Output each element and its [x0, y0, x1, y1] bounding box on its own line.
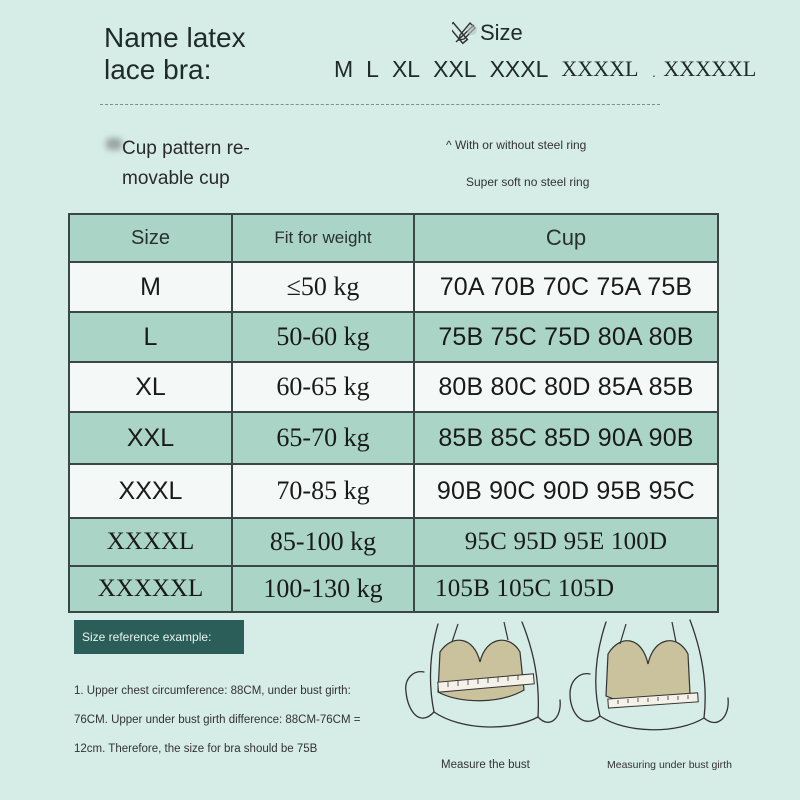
size-option: M — [334, 56, 354, 82]
row-weight: 85-100 kg — [231, 517, 415, 567]
table-row — [68, 261, 719, 311]
row-weight: 60-65 kg — [231, 361, 415, 413]
size-option: L — [366, 56, 379, 82]
table-row — [68, 463, 719, 517]
size-option: XXL — [433, 56, 477, 82]
blurred-mark — [106, 138, 122, 150]
measure-underbust-illustration — [566, 612, 736, 757]
row-cups: 85B 85C 85D 90A 90B — [413, 411, 719, 465]
size-reference-badge: Size reference example: — [74, 620, 244, 654]
row-size: XL — [68, 361, 233, 413]
row-size: XXL — [68, 411, 233, 465]
row-size: XXXXL — [68, 517, 233, 567]
table-row — [68, 311, 719, 361]
size-reference-text: 1. Upper chest circumference: 88CM, under bust girth: 76CM. Upper under bust girth difference: 88CM-76CM = 12cm. Therefore, the size for bra should be 75B — [74, 685, 361, 755]
row-size: L — [68, 311, 233, 363]
size-option: XXXXXL — [663, 56, 757, 81]
row-weight: 70-85 kg — [231, 463, 415, 519]
row-cups: 75B 75C 75D 80A 80B — [413, 311, 719, 363]
header-weight: Fit for weight — [231, 213, 415, 263]
row-weight: ≤50 kg — [231, 261, 415, 313]
steel-ring-note: ^ With or without steel ring — [446, 138, 587, 152]
row-cups: 80B 80C 80D 85A 85B — [413, 361, 719, 413]
table-row — [68, 411, 719, 463]
caption-measure-underbust: Measuring under bust girth — [607, 759, 732, 771]
size-list — [334, 56, 756, 83]
row-weight: 50-60 kg — [231, 311, 415, 363]
soft-note: Super soft no steel ring — [466, 175, 590, 189]
size-option: XXXXL — [561, 56, 639, 81]
table-row — [68, 565, 719, 611]
size-option: XL — [391, 56, 421, 82]
caption-measure-bust: Measure the bust — [441, 759, 530, 771]
header-size: Size — [68, 213, 233, 263]
row-weight: 100-130 kg — [231, 565, 415, 613]
table-row — [68, 517, 719, 565]
header-cup: Cup — [413, 213, 719, 263]
row-cups: 95C 95D 95E 100D — [413, 517, 719, 567]
size-table — [68, 213, 719, 611]
row-cups: 70A 70B 70C 75A 75B — [413, 261, 719, 313]
ruler-pencil-icon — [452, 20, 478, 46]
dashed-divider — [100, 104, 660, 105]
size-heading: Size — [452, 20, 523, 46]
row-weight: 65-70 kg — [231, 411, 415, 465]
table-header-row — [68, 213, 719, 261]
row-cups: 105B 105C 105D — [413, 565, 719, 613]
size-option: XXXL — [489, 56, 549, 82]
row-cups: 90B 90C 90D 95B 95C — [413, 463, 719, 519]
cup-pattern-text: Cup pattern re- movable cup — [122, 138, 250, 189]
row-size: XXXL — [68, 463, 233, 519]
row-size: XXXXXL — [68, 565, 233, 613]
separator-dot: . — [652, 64, 656, 80]
table-row — [68, 361, 719, 411]
product-title: Name latex lace bra: — [104, 22, 246, 85]
row-size: M — [68, 261, 233, 313]
measure-bust-illustration — [400, 612, 570, 757]
